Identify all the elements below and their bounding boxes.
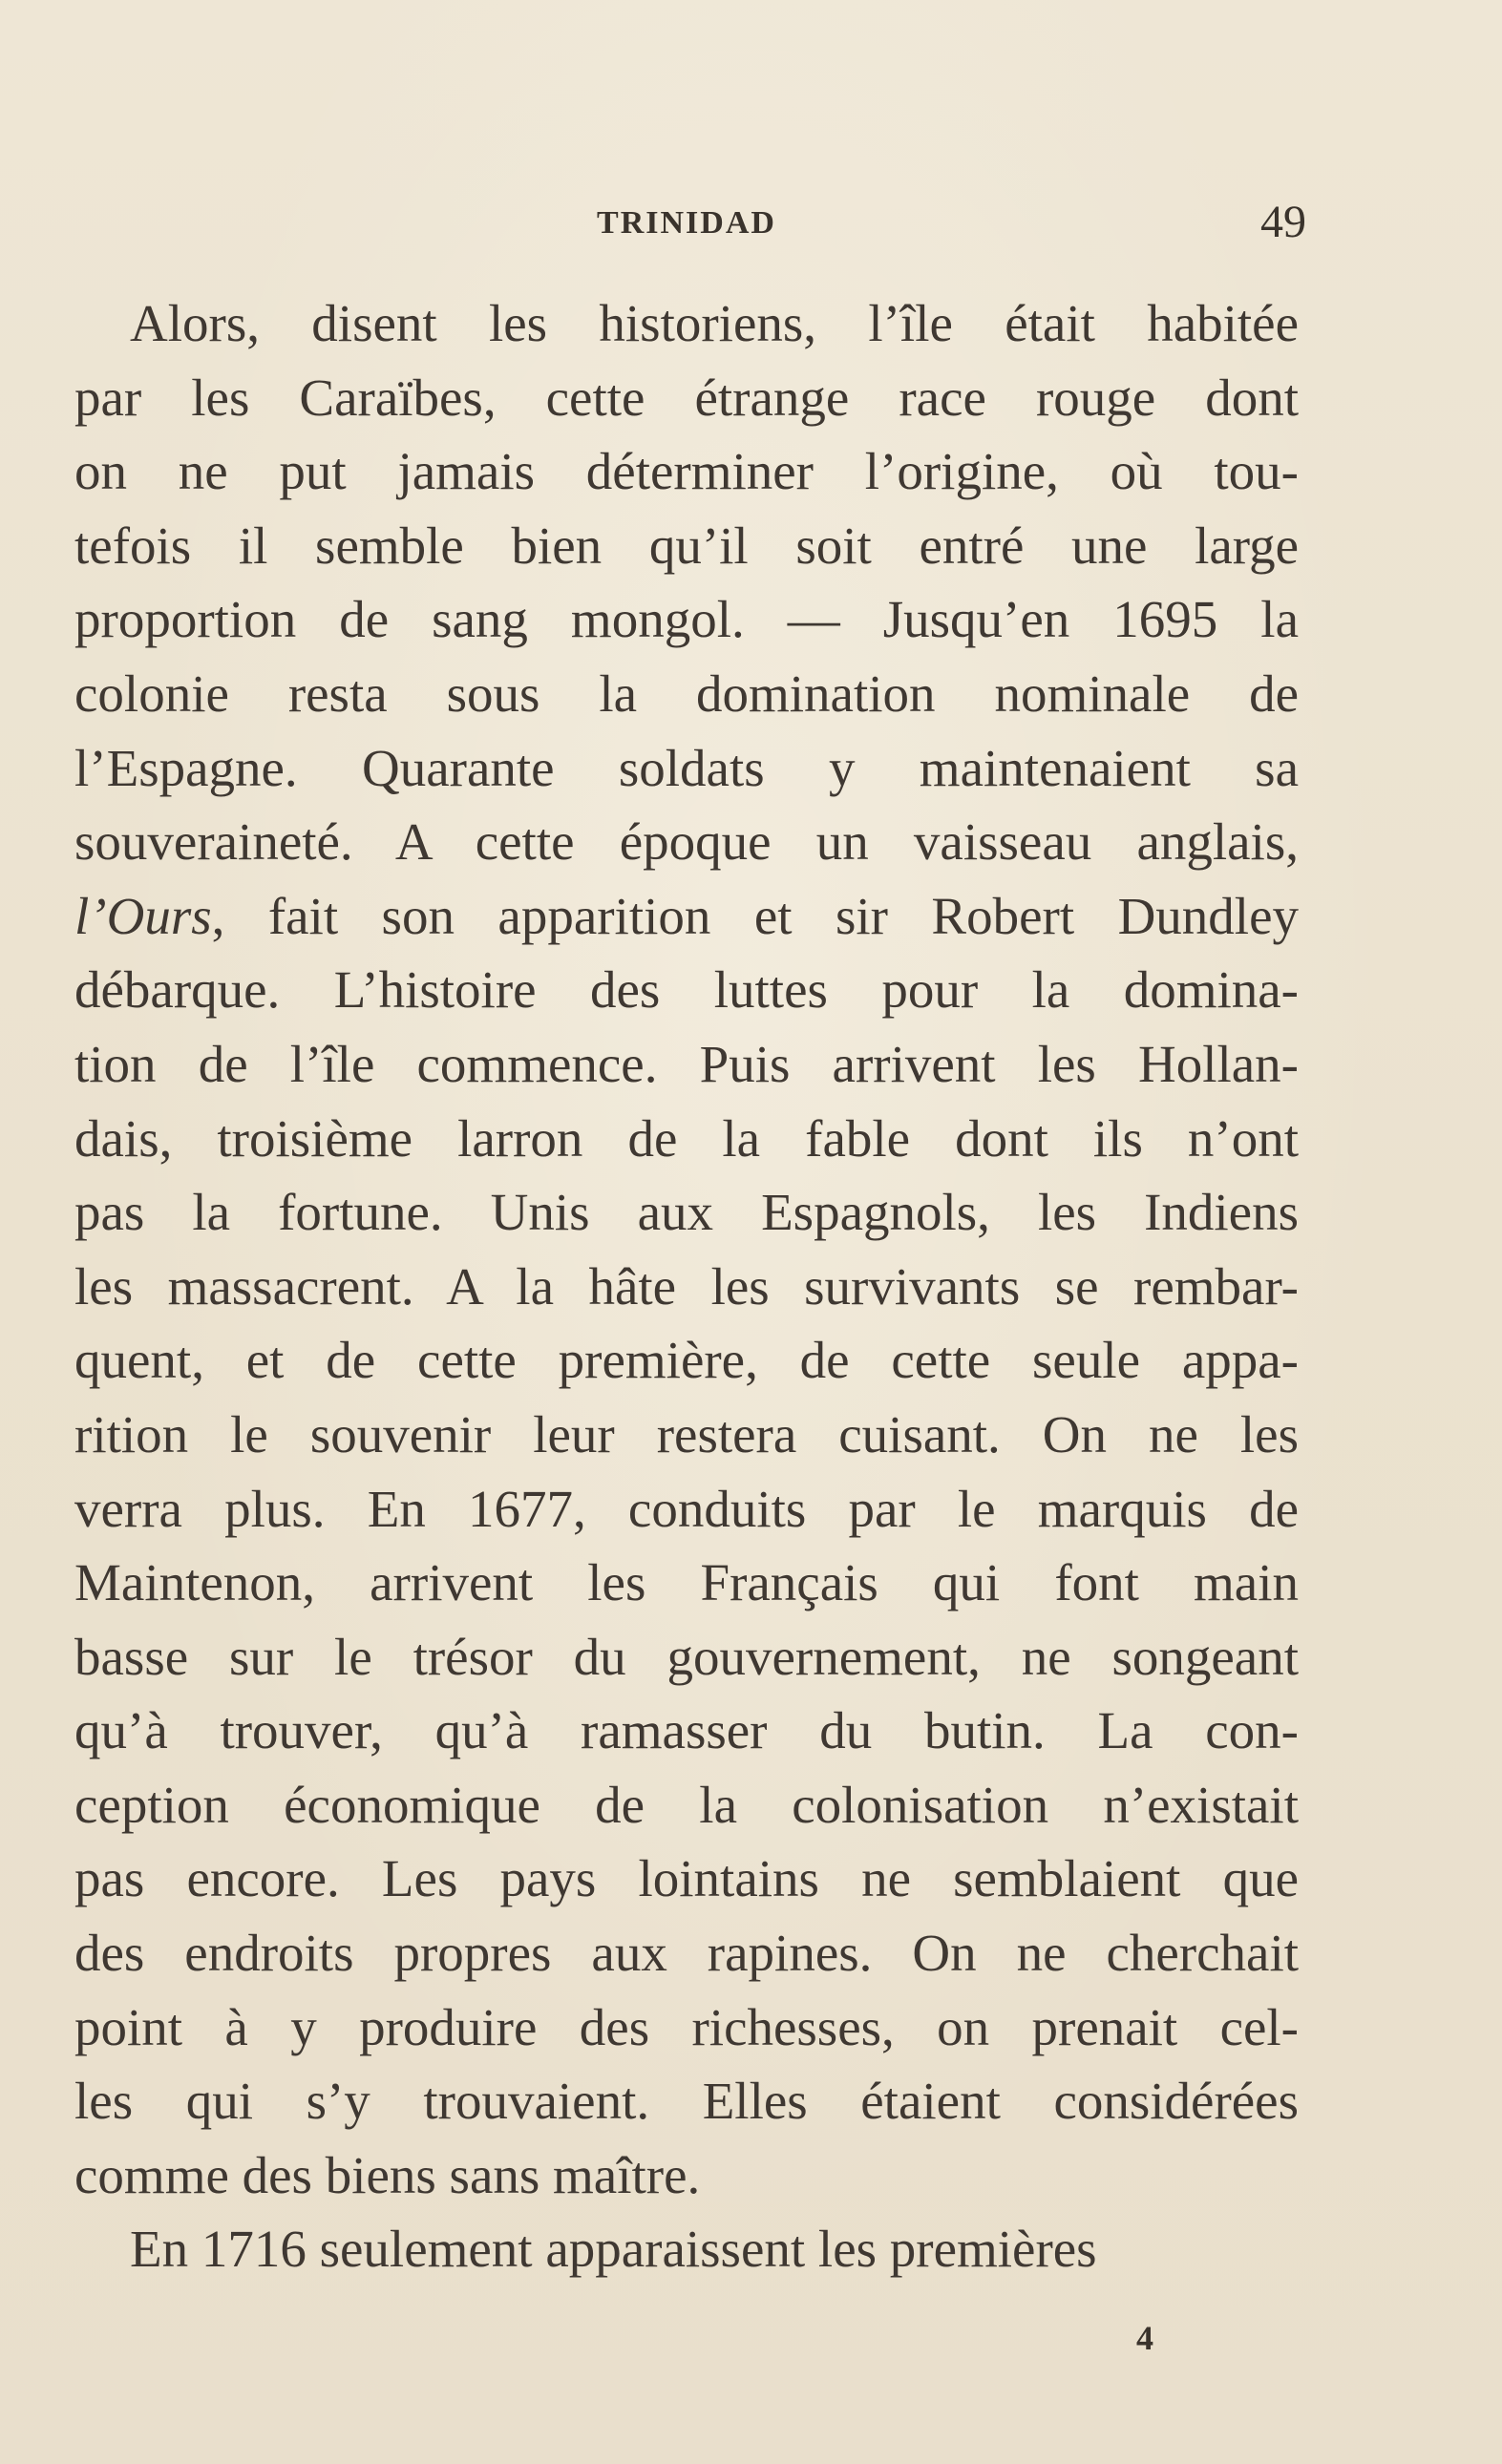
text-line: dais, troisième larron de la fable dont ils n’ont (74, 1108, 1299, 1168)
text-line: comme des biens sans maître. (74, 2145, 701, 2204)
italic-ship-name: l’Ours (74, 886, 212, 945)
text-line: basse sur le trésor du gouvernement, ne songeant (74, 1627, 1299, 1686)
text-line: on ne put jamais déterminer l’origine, où tou- (74, 442, 1299, 501)
text-line: souveraineté. A cette époque un vaisseau anglais, (74, 812, 1299, 872)
text-line: En 1716 seulement apparaissent les premières (130, 2220, 1097, 2279)
signature-mark: 4 (1136, 2319, 1153, 2357)
text-line: les qui s’y trouvaient. Elles étaient considérées (74, 2072, 1299, 2131)
body-text (74, 286, 1299, 2286)
text-line: des endroits propres aux rapines. On ne cherchait (74, 1924, 1299, 1983)
text-line: par les Caraïbes, cette étrange race rouge dont (74, 368, 1299, 427)
page-number: 49 (1260, 197, 1306, 247)
text-line: Alors, disent les historiens, l’île était habitée (130, 294, 1299, 352)
text-line: pas la fortune. Unis aux Espagnols, les Indiens (74, 1183, 1299, 1242)
running-head (74, 196, 1306, 253)
text-line: proportion de sang mongol. — Jusqu’en 1695 la (74, 590, 1299, 649)
text-line: tefois il semble bien qu’il soit entré une large (74, 516, 1299, 575)
text-line: quent, et de cette première, de cette seule appa- (74, 1331, 1299, 1390)
text-line: qu’à trouver, qu’à ramasser du butin. La con- (74, 1701, 1299, 1760)
text-line: point à y produire des richesses, on prenait cel- (74, 1997, 1299, 2056)
text-line: pas encore. Les pays lointains ne semblaient que (74, 1849, 1299, 1908)
text-line: ception économique de la colonisation n’existait (74, 1775, 1299, 1834)
running-title: TRINIDAD (597, 205, 776, 241)
text-line: rition le souvenir leur restera cuisant. On ne les (74, 1404, 1299, 1464)
text-line: verra plus. En 1677, conduits par le marquis de (74, 1479, 1299, 1538)
text-line: débarque. L’histoire des luttes pour la domina- (74, 960, 1299, 1020)
text-line: Maintenon, arrivent les Français qui font main (74, 1553, 1299, 1612)
text-line: colonie resta sous la domination nominale de (74, 663, 1299, 723)
text-line: tion de l’île commence. Puis arrivent les Hollan- (74, 1034, 1299, 1093)
text-line: les massacrent. A la hâte les survivants se rembar- (74, 1256, 1299, 1316)
text-line: l’Espagne. Quarante soldats y maintenaient sa (74, 738, 1299, 797)
text-line-with-italic: l’Ours, fait son apparition et sir Robert Dundley (74, 886, 1299, 945)
